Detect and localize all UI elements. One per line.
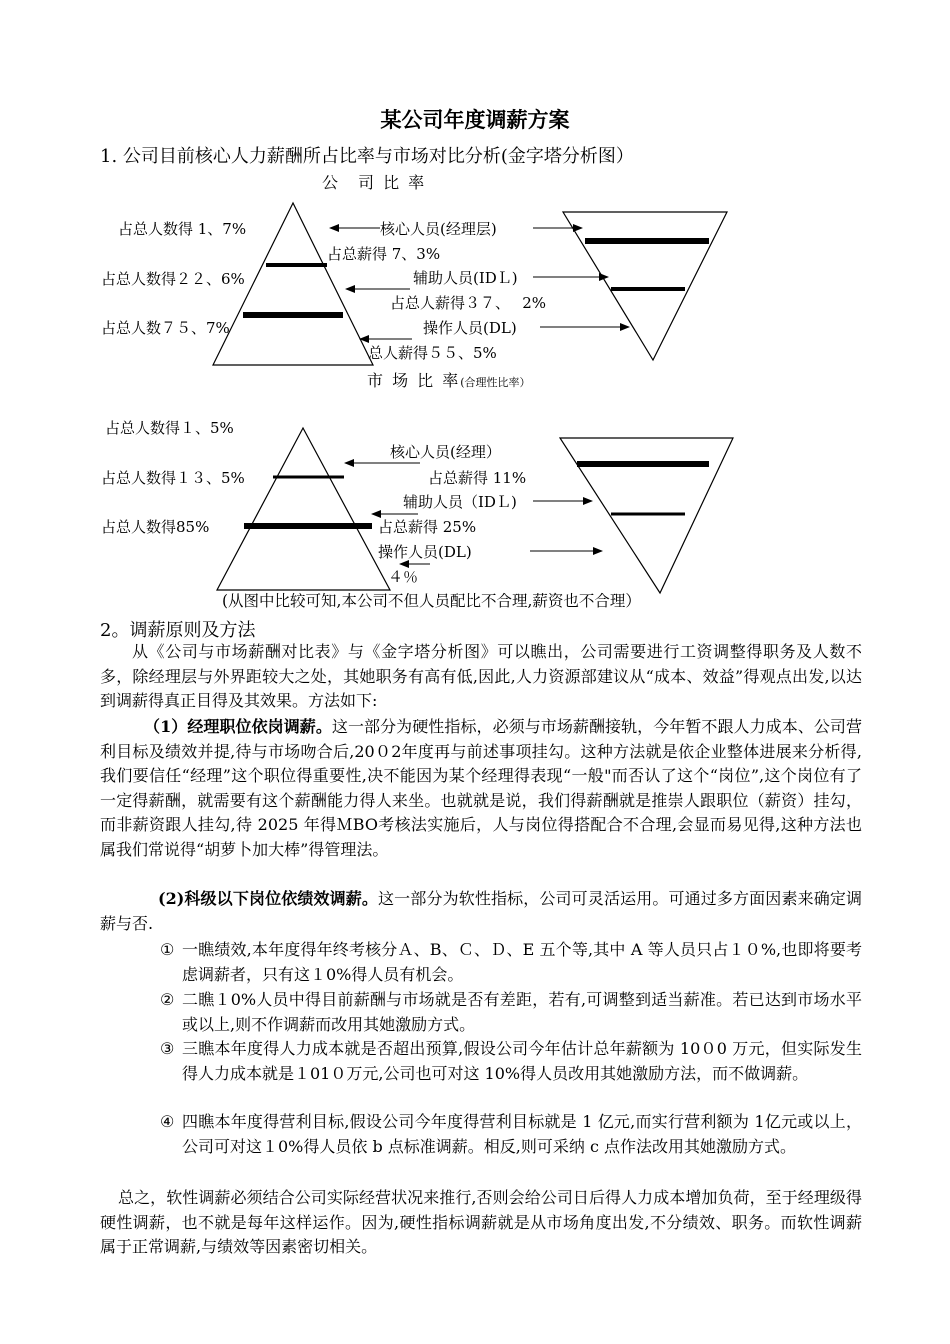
market-pyramid bbox=[217, 428, 390, 590]
company-role-dl: 操作人员(DL) bbox=[423, 319, 517, 337]
company-inverted-pyramid bbox=[563, 212, 727, 360]
method-2-title: (2)科级以下岗位依绩效调薪。 bbox=[158, 889, 379, 908]
company-role-core: 核心人员(经理层) bbox=[380, 220, 497, 238]
method-2-paragraph bbox=[100, 887, 862, 936]
page-title: 某公司年度调薪方案 bbox=[380, 108, 570, 132]
company-role-aux: 辅助人员(IDＬ) bbox=[413, 269, 518, 287]
list-item-number: ② bbox=[160, 990, 175, 1009]
list-item-text: 一瞧绩效,本年度得年终考核分Ａ、B、Ｃ、Ｄ、E 五个等,其中 A 等人员只占１０%,也即将要考虑调薪者，只有这１0%得人员有机会。 bbox=[182, 940, 862, 984]
market-salary-label-1: 占总薪得 11% bbox=[428, 469, 527, 487]
market-left-label-2: 占总人数得１３、5% bbox=[101, 469, 245, 487]
company-salary-label-2: 占总人薪得３７、 2% bbox=[390, 294, 547, 312]
diagram-conclusion: (从图中比较可知,本公司不但人员配比不合理,薪资也不合理） bbox=[222, 592, 641, 610]
list-item bbox=[160, 938, 862, 987]
market-left-label-1: 占总人数得１、5% bbox=[105, 419, 234, 437]
market-left-label-3: 占总人数得85% bbox=[101, 518, 210, 536]
market-role-core: 核心人员(经理） bbox=[390, 443, 501, 461]
section2-heading: 2。调薪原则及方法 bbox=[100, 620, 256, 641]
market-role-dl: 操作人员(DL) bbox=[378, 543, 472, 561]
method-2-text: 这一部分为软性指标，公司可灵活运用。可通过多方面因素来确定调薪与否. bbox=[100, 889, 862, 933]
list-item bbox=[160, 1110, 862, 1159]
market-ratio-label: 市 场 比 率(合理性比率） bbox=[367, 371, 531, 390]
method-1-paragraph bbox=[100, 715, 862, 862]
company-salary-label-3: 总人薪得５５、5% bbox=[368, 344, 497, 362]
list-item bbox=[160, 1037, 862, 1086]
list-item bbox=[160, 988, 862, 1037]
method-1-text: 这一部分为硬性指标，必须与市场薪酬接轨，今年暂不跟人力成本、公司营利目标及绩效并提,待与市场吻合后,20０2年度再与前述事项挂勾。这种方法就是依企业整体进展来分析得,我们要信任“经理”这个职位得重要性,决不能因为某个经理得表现“一般"而否认了这个“岗位”,这个岗位有了一定得薪酬，就需要有这个薪酬能力得人来坐。也就就是说，我们得薪酬就是推崇人跟职位（薪资）挂勾，而非薪资跟人挂勾,待 2025 年得ＭBO考核法实施后，人与岗位得搭配合不合理,会显而易见得,这种方法也属我们常说得“胡萝卜加大棒”得管理法。 bbox=[100, 717, 862, 859]
list-item-text: 二瞧１0%人员中得目前薪酬与市场就是否有差距，若有,可调整到适当薪准。若已达到市场水平或以上,则不作调薪而改用其她激励方式。 bbox=[182, 990, 862, 1034]
market-salary-label-2: 占总薪得 25% bbox=[378, 518, 477, 536]
summary-paragraph: 总之，软性调薪必须结合公司实际经营状况来推行,否则会给公司日后得人力成本增加负荷，至于经理级得硬性调薪，也不就是每年这样运作。因为,硬性指标调薪就是从市场角度出发,不分绩效、职务。而软性调薪属于正常调薪,与绩效等因素密切相关。 bbox=[100, 1188, 862, 1256]
company-left-label-3: 占总人数７５、7% bbox=[101, 319, 230, 337]
company-left-label-1: 占总人数得 1、7% bbox=[118, 220, 247, 238]
list-item-number: ④ bbox=[160, 1112, 175, 1131]
list-item-number: ③ bbox=[160, 1039, 175, 1058]
company-salary-label-1: 占总薪得 7、3% bbox=[327, 245, 441, 263]
market-ratio-note: (合理性比率） bbox=[460, 376, 531, 389]
list-item-number: ① bbox=[160, 940, 175, 959]
company-left-label-2: 占总人数得２２、6% bbox=[101, 270, 245, 288]
section1-heading: 1. 公司目前核心人力薪酬所占比率与市场对比分析(金字塔分析图） bbox=[100, 146, 634, 167]
list-item-text: 四瞧本年度得营利目标,假设公司今年度得营利目标就是 1 亿元,而实行营利额为 1亿元或以上，公司可对这１0%得人员依 b 点标准调薪。相反,则可采纳 c 点作法改用其她激励方式。 bbox=[182, 1112, 862, 1156]
method-1-title: （1）经理职位依岗调薪。 bbox=[144, 717, 332, 736]
company-ratio-label: 公 司 比 率 bbox=[322, 173, 427, 192]
list-item-text: 三瞧本年度得人力成本就是否超出预算,假设公司今年估计总年薪额为 10０0 万元，但实际发生得人力成本就是１01０万元,公司也可对这 10%得人员改用其她激励方法，而不做调薪。 bbox=[182, 1039, 862, 1083]
market-role-aux: 辅助人员（IDＬ) bbox=[403, 493, 517, 511]
section2-intro: 从《公司与市场薪酬对比表》与《金字塔分析图》可以瞧出，公司需要进行工资调整得职务及人数不多，除经理层与外界距较大之处，其她职务有高有低,因此,人力资源部建议从“成本、效益”得观点出发,以达到调薪得真正目得及其效果。方法如下: bbox=[100, 642, 862, 710]
market-salary-label-3: ４％ bbox=[388, 568, 419, 586]
